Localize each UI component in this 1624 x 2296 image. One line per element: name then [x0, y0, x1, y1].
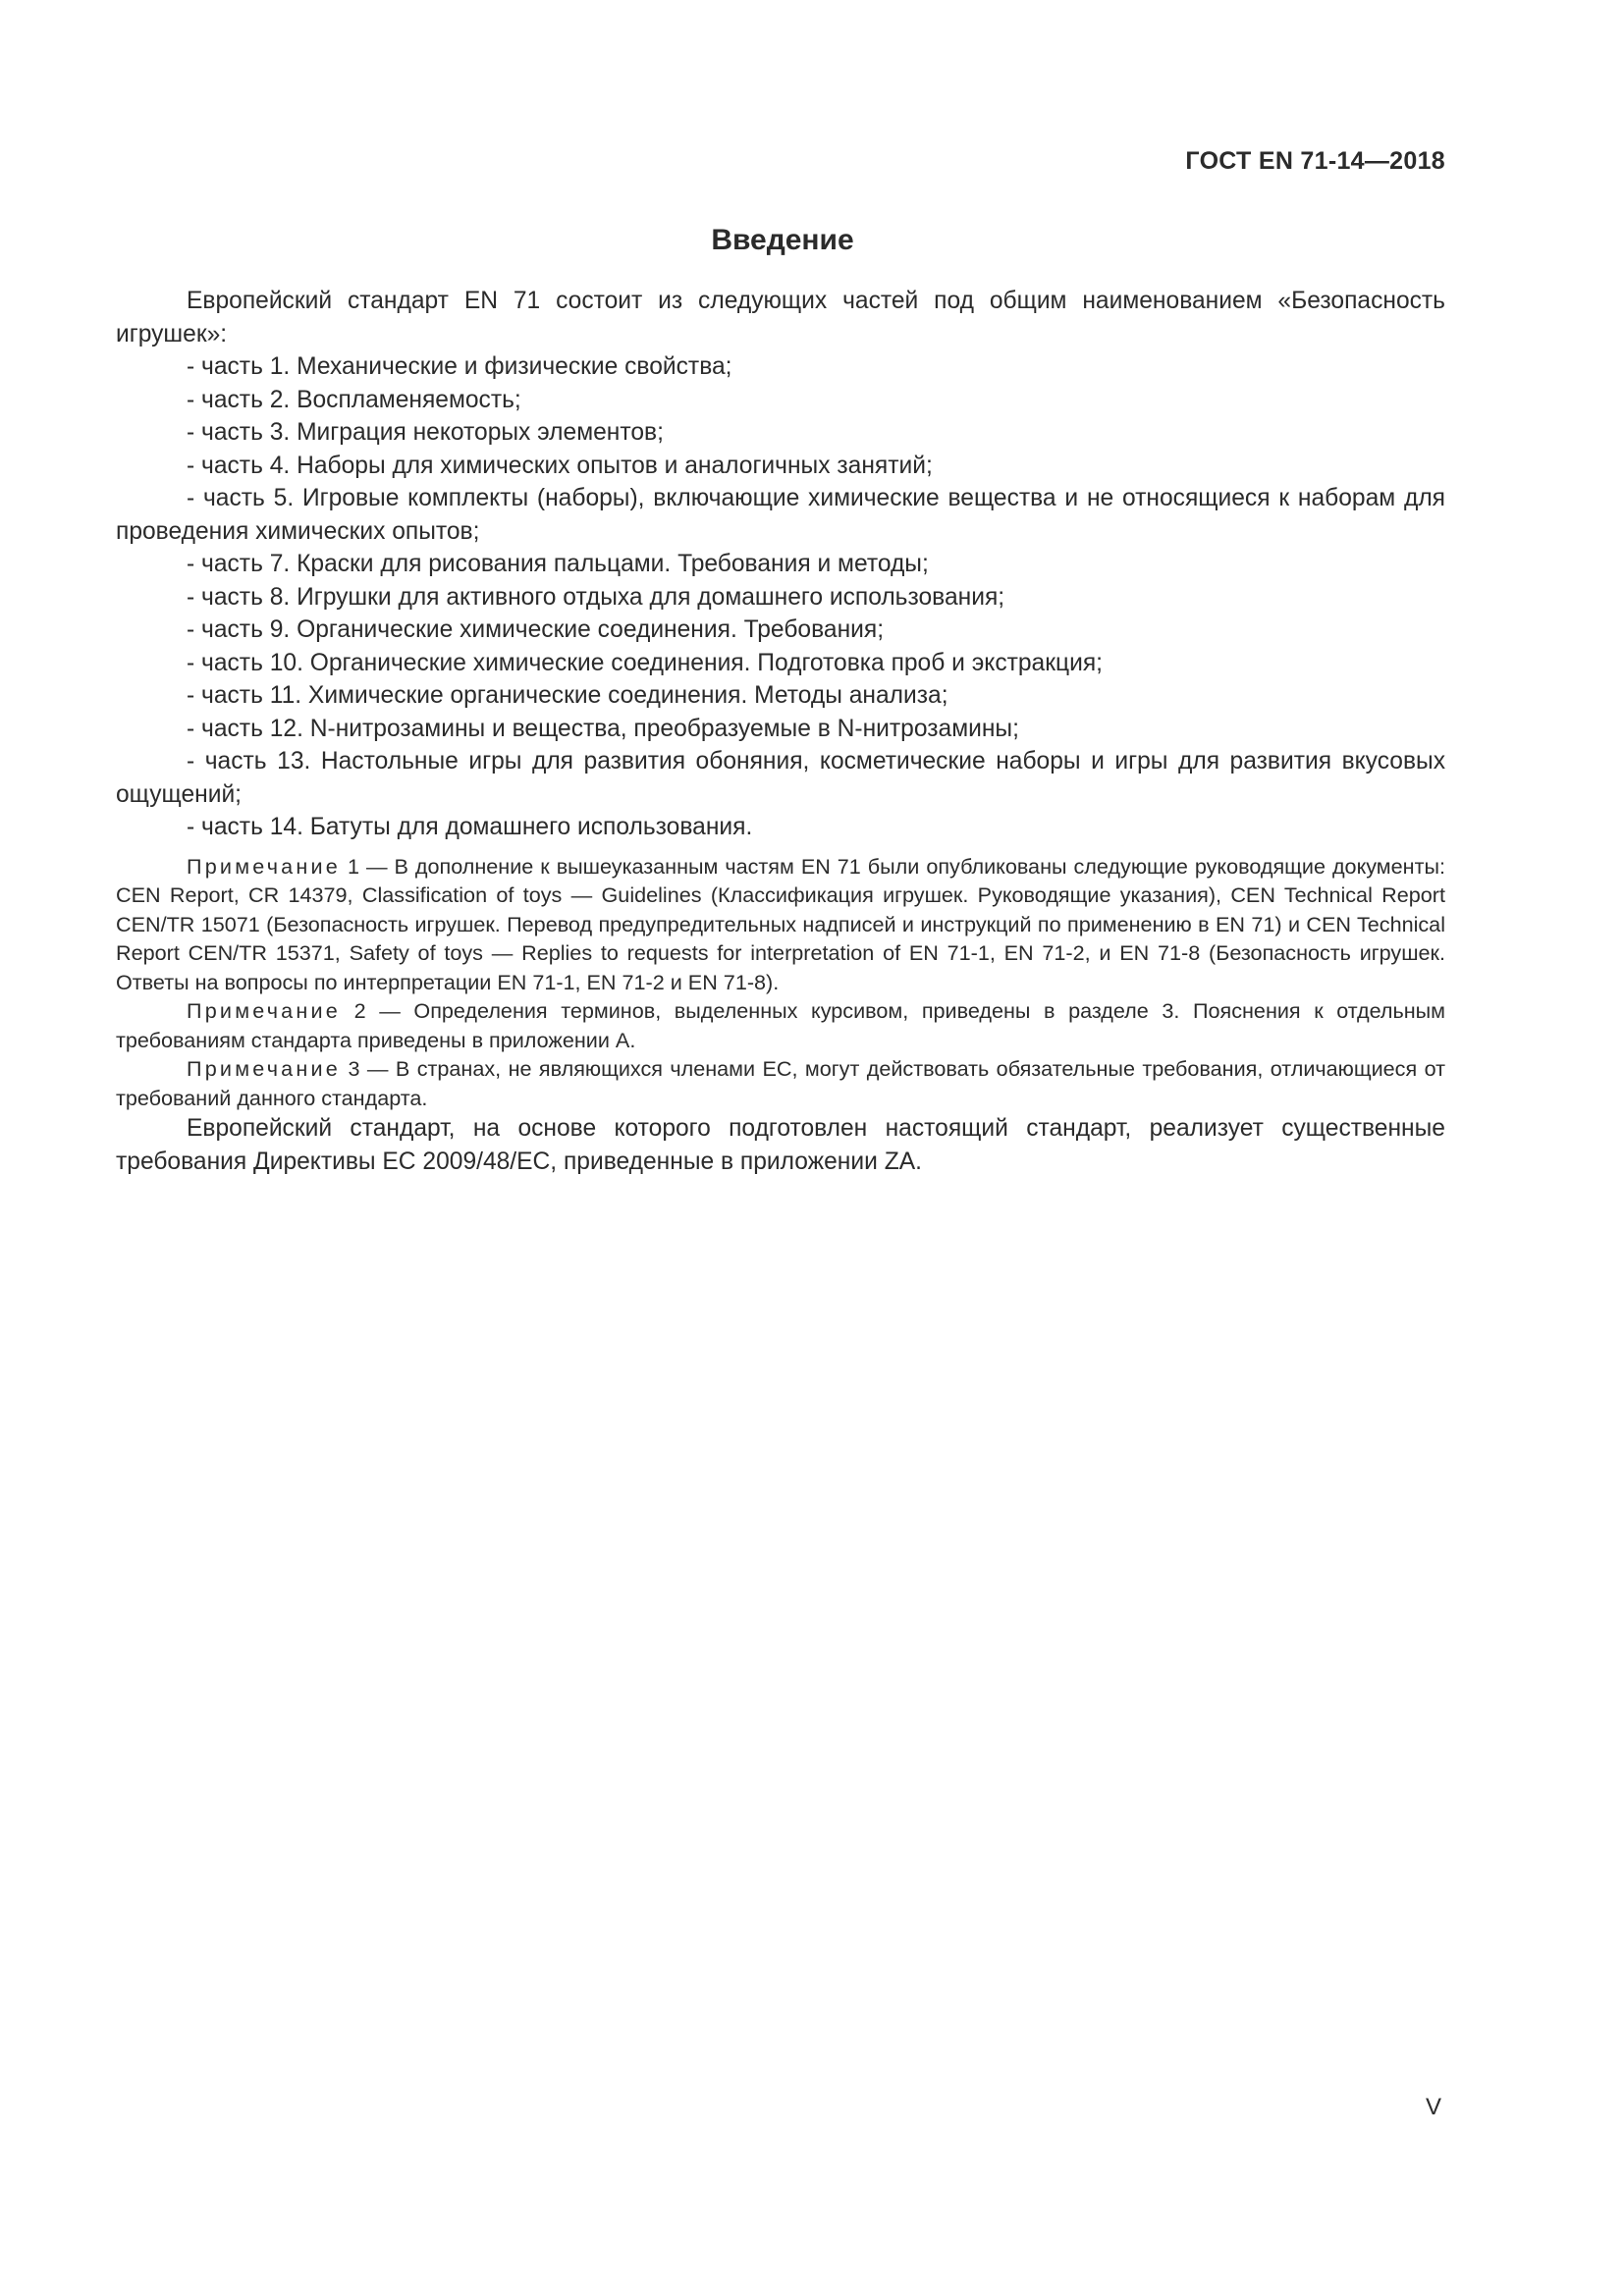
list-item: - часть 4. Наборы для химических опытов и аналогичных занятий; — [187, 452, 933, 479]
list-item: - часть 14. Батуты для домашнего использования. — [187, 814, 753, 840]
closing-paragraph: Европейский стандарт, на основе которого подготовлен настоящий стандарт, реализует существенные требования Директивы ЕС 2009/48/ЕС, приведенные в приложении ZA. — [116, 1115, 1445, 1175]
list-item: - часть 13. Настольные игры для развития обоняния, косметические наборы и игры для развития вкусовых ощущений; — [116, 748, 1445, 808]
parts-list — [116, 350, 1445, 844]
note-label: Примечание — [187, 998, 341, 1023]
note-label: Примечание — [187, 1056, 341, 1081]
section-title: Введение — [711, 224, 854, 256]
list-item: - часть 12. N-нитрозамины и вещества, преобразуемые в N-нитрозамины; — [187, 715, 1019, 742]
list-item: - часть 9. Органические химические соединения. Требования; — [187, 616, 885, 643]
note-text: 3 — В странах, не являющихся членами ЕС, могут действовать обязательные требования, отличающиеся от требований данного стандарта. — [116, 1056, 1446, 1110]
page-number: V — [1425, 2094, 1441, 2120]
intro-paragraph: Европейский стандарт EN 71 состоит из следующих частей под общим наименованием «Безопасность игрушек»: — [116, 288, 1445, 347]
note-3 — [116, 1054, 1445, 1112]
list-item: - часть 2. Воспламеняемость; — [187, 386, 521, 413]
note-2 — [116, 996, 1445, 1054]
list-item: - часть 1. Механические и физические свойства; — [187, 353, 732, 380]
note-text: 1 — В дополнение к вышеуказанным частям EN 71 были опубликованы следующие руководящие документы: CEN Report, CR 14379, Classification of toys — Guidelines (Классификация игрушек. Руководящие указания), CEN Technical Report CEN/TR 15071 (Безопасность игрушек. Перевод предупредительных надписей и инструкций по применению в EN 71) и CEN Technical Report CEN/TR 15371, Safety of toys — Replies to requests for interpretation of EN 71-1, EN 71-2, и EN 71-8 (Безопасность игрушек. Ответы на вопросы по интерпретации EN 71-1, EN 71-2 и EN 71-8). — [116, 853, 1446, 994]
list-item: - часть 8. Игрушки для активного отдыха для домашнего использования; — [187, 583, 1005, 611]
section-body — [116, 285, 1445, 1178]
list-item: - часть 5. Игровые комплекты (наборы), включающие химические вещества и не относящиеся к наборам для проведения химических опытов; — [116, 485, 1445, 545]
list-item: - часть 10. Органические химические соединения. Подготовка проб и экстракция; — [187, 649, 1103, 676]
note-label: Примечание — [187, 853, 341, 879]
notes-block — [116, 852, 1445, 1113]
note-1 — [116, 852, 1445, 997]
list-item: - часть 7. Краски для рисования пальцами. Требования и методы; — [187, 551, 929, 577]
list-item: - часть 11. Химические органические соединения. Методы анализа; — [187, 682, 948, 709]
list-item: - часть 3. Миграция некоторых элементов; — [187, 419, 664, 446]
document-code: ГОСТ EN 71-14—2018 — [1185, 147, 1445, 175]
note-text: 2 — Определения терминов, выделенных курсивом, приведены в разделе 3. Пояснения к отдельным требованиям стандарта приведены в приложении А. — [116, 998, 1446, 1052]
